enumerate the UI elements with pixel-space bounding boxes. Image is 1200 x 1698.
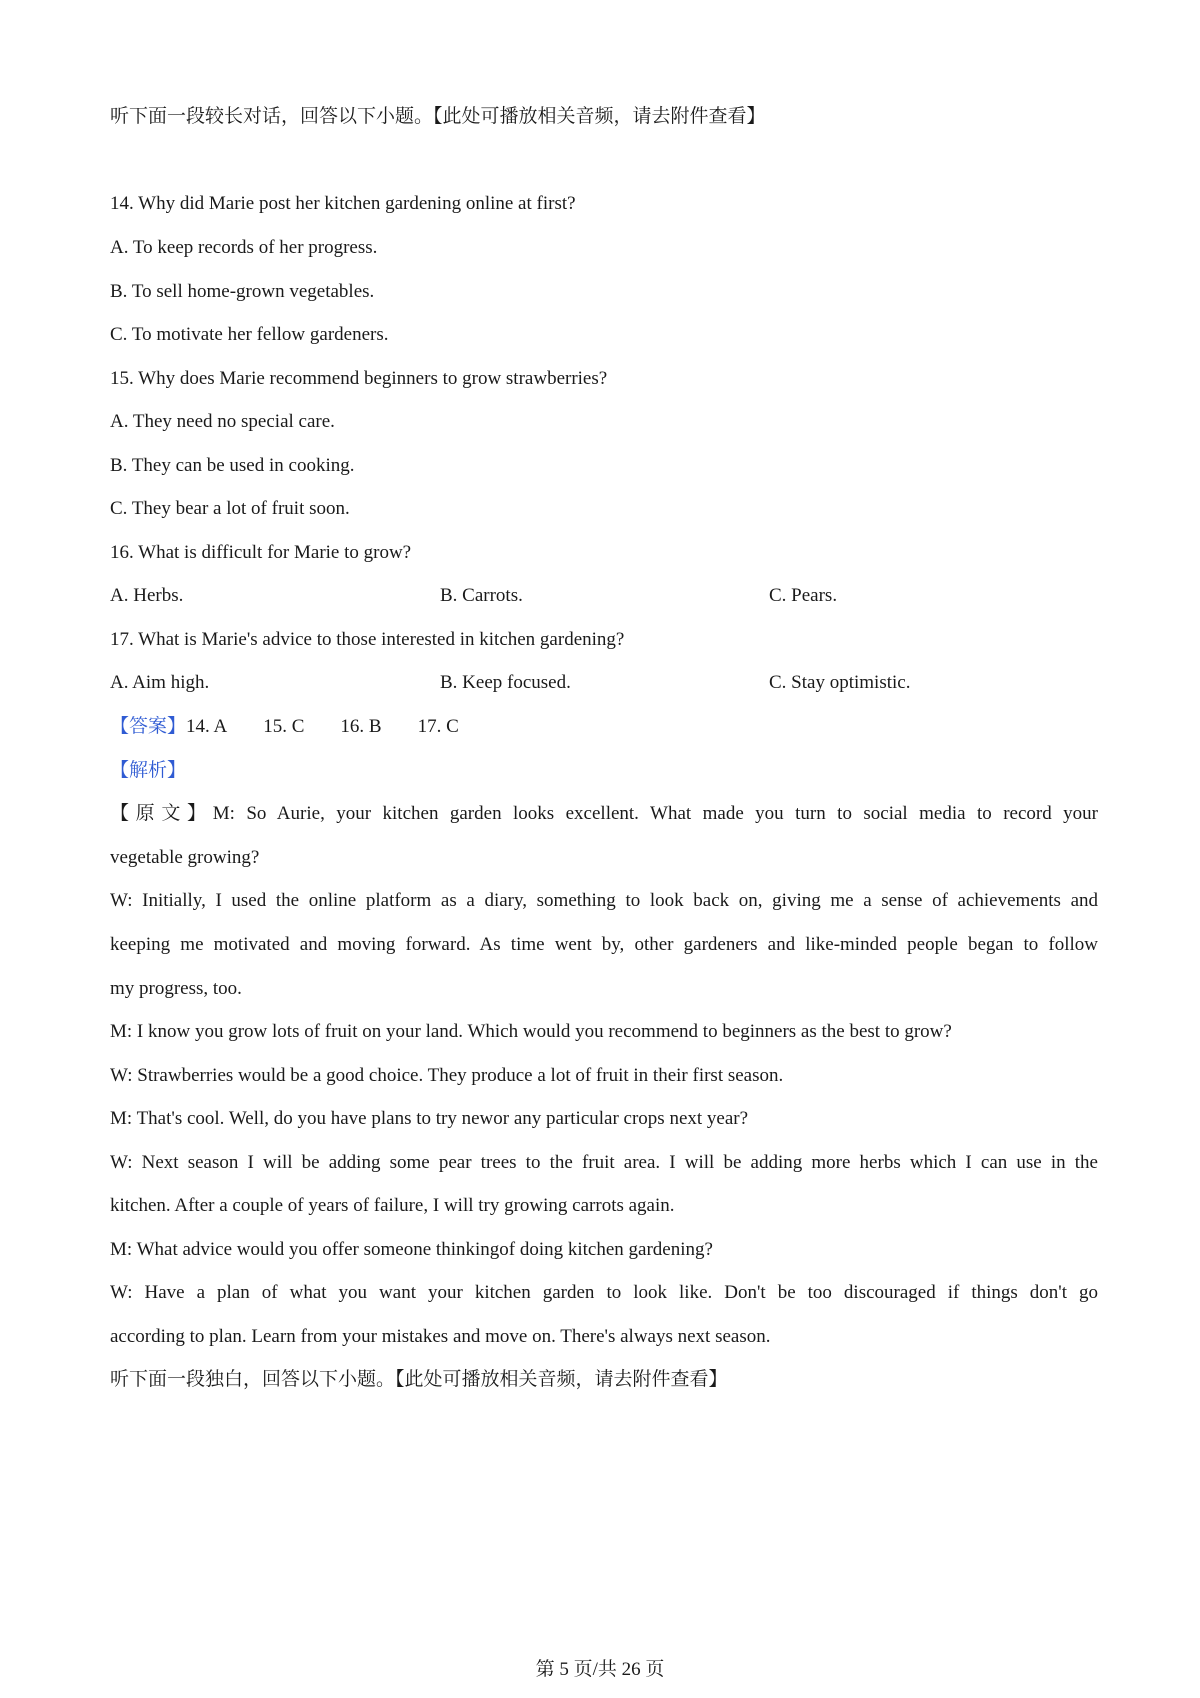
transcript-line: W: Initially, I used the online platform as a diary, something to look back on, giving me a sense of achievements and bbox=[110, 890, 1098, 911]
answer-item: 14. A bbox=[186, 716, 228, 737]
question-14-option-b: B. To sell home-grown vegetables. bbox=[110, 281, 375, 302]
answer-label: 【答案】 bbox=[110, 716, 187, 737]
question-15-option-b: B. They can be used in cooking. bbox=[110, 455, 355, 476]
question-15-stem: 15. Why does Marie recommend beginners to grow strawberries? bbox=[110, 368, 608, 389]
answer-item: 16. B bbox=[340, 716, 382, 737]
listening-instruction-1: 听下面一段较长对话，回答以下小题。【此处可播放相关音频，请去附件查看】 bbox=[110, 106, 766, 127]
analysis-label: 【解析】 bbox=[110, 760, 187, 781]
listening-instruction-2: 听下面一段独白，回答以下小题。【此处可播放相关音频，请去附件查看】 bbox=[110, 1369, 728, 1390]
transcript-line: keeping me motivated and moving forward. As time went by, other gardeners and like-minded people began to follow bbox=[110, 934, 1098, 955]
question-16-option-c: C. Pears. bbox=[769, 585, 838, 606]
question-14-option-c: C. To motivate her fellow gardeners. bbox=[110, 324, 389, 345]
transcript-line: M: That's cool. Well, do you have plans to try newor any particular crops next year? bbox=[110, 1108, 749, 1129]
transcript-line: W: Strawberries would be a good choice. They produce a lot of fruit in their first season. bbox=[110, 1065, 784, 1086]
transcript-line: 【原文】M: So Aurie, your kitchen garden looks excellent. What made you turn to social media to record your bbox=[110, 803, 1098, 824]
question-16-option-a: A. Herbs. bbox=[110, 585, 184, 606]
question-16-option-b: B. Carrots. bbox=[440, 585, 523, 606]
question-17-stem: 17. What is Marie's advice to those interested in kitchen gardening? bbox=[110, 629, 625, 650]
question-14-stem: 14. Why did Marie post her kitchen gardening online at first? bbox=[110, 193, 576, 214]
question-17-option-c: C. Stay optimistic. bbox=[769, 672, 911, 693]
question-17-options bbox=[110, 673, 1098, 692]
page-footer: 第 5 页/共 26 页 bbox=[535, 1659, 665, 1680]
document-page bbox=[110, 0, 1098, 1698]
question-15-option-a: A. They need no special care. bbox=[110, 411, 335, 432]
question-14-option-a: A. To keep records of her progress. bbox=[110, 237, 378, 258]
transcript-label: 【原文】 bbox=[110, 803, 213, 824]
transcript-line: W: Next season I will be adding some pear trees to the fruit area. I will be adding more herbs which I can use in the bbox=[110, 1152, 1098, 1173]
transcript-line: my progress, too. bbox=[110, 978, 242, 999]
answer-item: 17. C bbox=[417, 716, 459, 737]
question-16-options bbox=[110, 586, 1098, 605]
answer-item: 15. C bbox=[263, 716, 305, 737]
question-16-stem: 16. What is difficult for Marie to grow? bbox=[110, 542, 412, 563]
transcript-line: according to plan. Learn from your mistakes and move on. There's always next season. bbox=[110, 1326, 771, 1347]
answer-row bbox=[110, 717, 495, 736]
transcript-line: M: I know you grow lots of fruit on your land. Which would you recommend to beginners as the best to grow? bbox=[110, 1021, 952, 1042]
transcript-line: vegetable growing? bbox=[110, 847, 260, 868]
transcript-line: kitchen. After a couple of years of failure, I will try growing carrots again. bbox=[110, 1195, 675, 1216]
question-15-option-c: C. They bear a lot of fruit soon. bbox=[110, 498, 350, 519]
transcript-line: M: What advice would you offer someone thinkingof doing kitchen gardening? bbox=[110, 1239, 713, 1260]
question-17-option-b: B. Keep focused. bbox=[440, 672, 571, 693]
question-17-option-a: A. Aim high. bbox=[110, 672, 210, 693]
transcript-line: W: Have a plan of what you want your kitchen garden to look like. Don't be too discouraged if things don't go bbox=[110, 1282, 1098, 1303]
